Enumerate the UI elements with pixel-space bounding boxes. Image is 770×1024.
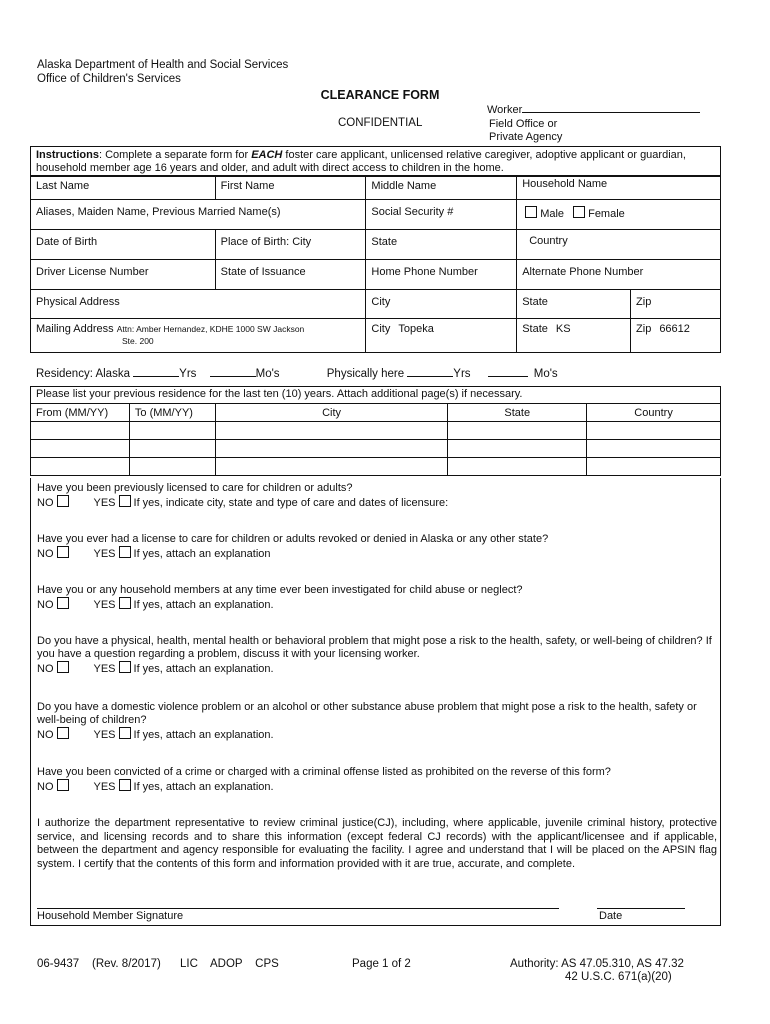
residency-mos-label: Mo's — [255, 368, 280, 380]
ssn-label: Social Security # — [371, 206, 454, 218]
mailing-address-suite: Ste. 200 — [122, 336, 154, 346]
yes-checkbox[interactable] — [119, 597, 131, 609]
question-2 — [37, 533, 721, 561]
dob-field[interactable] — [31, 230, 216, 260]
cell[interactable] — [215, 458, 448, 476]
authority-line-1: Authority: AS 47.05.310, AS 47.32 — [510, 958, 684, 970]
cell[interactable] — [129, 458, 215, 476]
cell[interactable] — [448, 458, 587, 476]
dl-number-label: Driver License Number — [36, 266, 149, 278]
no-label: NO — [37, 729, 54, 741]
form-title: CLEARANCE FORM — [320, 88, 440, 102]
gender-field — [517, 200, 721, 230]
last-name-field[interactable] — [31, 177, 216, 200]
physical-state-label: State — [522, 296, 548, 308]
no-label: NO — [37, 548, 54, 560]
mailing-state-field[interactable] — [517, 319, 631, 353]
instructions-text-1: : Complete a separate form for — [98, 149, 252, 161]
yes-label: YES — [93, 663, 116, 675]
physically-here-months-field[interactable] — [488, 367, 528, 377]
mailing-city-field[interactable] — [366, 319, 517, 353]
col-city: City — [215, 404, 448, 422]
female-label: Female — [588, 208, 625, 220]
physically-here-years-field[interactable] — [407, 367, 453, 377]
aliases-label: Aliases, Maiden Name, Previous Married Name(s) — [36, 206, 281, 218]
question-text: Have you ever had a license to care for children or adults revoked or denied in Alaska or any other state? — [37, 533, 549, 545]
alt-phone-label: Alternate Phone Number — [522, 266, 644, 278]
followup-text: If yes, attach an explanation — [133, 548, 271, 560]
yes-checkbox[interactable] — [119, 495, 131, 507]
physical-city-label: City — [371, 296, 391, 308]
residency-line — [36, 367, 558, 380]
worker-block — [487, 102, 700, 145]
yes-checkbox[interactable] — [119, 727, 131, 739]
questions-section — [30, 478, 721, 926]
residency-label: Residency: Alaska — [36, 368, 130, 380]
question-text: Do you have a domestic violence problem or an alcohol or other substance abuse problem that might pose a risk to the health, safety or well-being of children? — [37, 701, 697, 726]
col-to: To (MM/YY) — [129, 404, 215, 422]
pob-label: Place of Birth: City — [220, 236, 312, 248]
yes-checkbox[interactable] — [119, 661, 131, 673]
office-name: Office of Children's Services — [37, 73, 181, 85]
mailing-city-value: Topeka — [398, 323, 434, 335]
cell[interactable] — [587, 458, 721, 476]
physical-address-field[interactable] — [31, 290, 366, 319]
no-checkbox[interactable] — [57, 779, 69, 791]
male-label: Male — [540, 208, 565, 220]
physically-here-label: Physically here — [326, 368, 405, 380]
question-6 — [37, 766, 721, 794]
cell[interactable] — [129, 422, 215, 440]
table-row — [31, 440, 721, 458]
mailing-address-label: Mailing Address — [36, 323, 114, 335]
yes-checkbox[interactable] — [119, 546, 131, 558]
residency-months-field[interactable] — [210, 367, 256, 377]
no-label: NO — [37, 497, 54, 509]
cell[interactable] — [31, 440, 130, 458]
residency-yrs-label: Yrs — [179, 368, 197, 380]
cell[interactable] — [31, 422, 130, 440]
dl-state-field[interactable] — [215, 260, 366, 290]
cell[interactable] — [215, 440, 448, 458]
no-label: NO — [37, 599, 54, 611]
no-label: NO — [37, 663, 54, 675]
table-row — [31, 458, 721, 476]
worker-label: Worker — [487, 104, 523, 116]
followup-text: If yes, attach an explanation. — [133, 781, 274, 793]
question-text: Do you have a physical, health, mental health or behavioral problem that might pose a risk to the health, safety, or well-being of children? If you have a question regarding a problem, discuss it with your licensing worker. — [37, 635, 712, 660]
mailing-address-field[interactable] — [31, 319, 366, 353]
instructions-text-2: foster care applicant, unlicensed relative caregiver, adoptive applicant or guardian, household member age 16 years and older, and adult with direct access to children in the home. — [36, 149, 686, 174]
physically-mos-label: Mo's — [533, 368, 558, 380]
dob-label: Date of Birth — [36, 236, 98, 248]
question-4 — [37, 635, 721, 676]
yes-label: YES — [93, 729, 116, 741]
instructions-emphasis: EACH — [251, 149, 283, 161]
form-id: 06-9437 (Rev. 8/2017) LIC ADOP CPS — [37, 958, 279, 970]
ssn-field[interactable] — [366, 200, 517, 230]
pob-state-label: State — [371, 236, 398, 248]
first-name-field[interactable] — [215, 177, 366, 200]
agency-header — [37, 58, 288, 86]
cell[interactable] — [448, 422, 587, 440]
confidential-label: CONFIDENTIAL — [338, 117, 423, 129]
instructions — [30, 146, 721, 176]
home-phone-field[interactable] — [366, 260, 517, 290]
yes-label: YES — [93, 781, 116, 793]
question-text: Have you or any household members at any time ever been investigated for child abuse or neglect? — [37, 584, 523, 596]
cell[interactable] — [587, 440, 721, 458]
cell[interactable] — [31, 458, 130, 476]
followup-text: If yes, indicate city, state and type of care and dates of licensure: — [133, 497, 449, 509]
authorization-text: I authorize the department representative to review criminal justice(CJ), including, where applicable, juvenile criminal history, protective service, and licensing records and to share this information (except federal CJ records) with the applicant/licensee and if applicable, between the department and agency responsible for evaluating the facility. I agree and understand that I will be placed on the APSIN flag system. I certify that the contents of this form and information provided with it are true, accurate, and complete. — [37, 817, 717, 870]
physical-city-field[interactable] — [366, 290, 517, 319]
followup-text: If yes, attach an explanation. — [133, 729, 274, 741]
question-text: Have you been convicted of a crime or charged with a criminal offense listed as prohibited on the reverse of this form? — [37, 766, 611, 778]
country-label: Country — [529, 235, 568, 247]
signature-label: Household Member Signature — [37, 910, 184, 922]
question-5 — [37, 701, 721, 742]
col-country: Country — [587, 404, 721, 422]
cell[interactable] — [215, 422, 448, 440]
no-checkbox[interactable] — [57, 495, 69, 507]
page-number: Page 1 of 2 — [352, 958, 411, 970]
first-name-label: First Name — [220, 180, 275, 192]
mailing-zip-label: Zip — [636, 323, 652, 335]
worker-field[interactable] — [522, 102, 700, 113]
mailing-state-label: State — [522, 323, 548, 335]
authority-line-2: 42 U.S.C. 671(a)(20) — [565, 971, 672, 983]
no-checkbox[interactable] — [57, 661, 69, 673]
middle-name-label: Middle Name — [371, 180, 437, 192]
mailing-state-value: KS — [555, 323, 571, 335]
department-name: Alaska Department of Health and Social Services — [37, 59, 289, 71]
household-name-field[interactable] — [517, 177, 721, 200]
no-checkbox[interactable] — [57, 546, 69, 558]
yes-checkbox[interactable] — [119, 779, 131, 791]
question-text: Have you been previously licensed to care for children or adults? — [37, 482, 353, 494]
dl-state-label: State of Issuance — [220, 266, 306, 278]
physical-state-field[interactable] — [517, 290, 631, 319]
physically-yrs-label: Yrs — [453, 368, 471, 380]
pob-city-field[interactable] — [215, 230, 366, 260]
mailing-city-label: City — [371, 323, 391, 335]
dl-number-field[interactable] — [31, 260, 216, 290]
male-checkbox[interactable] — [525, 206, 537, 218]
residency-years-field[interactable] — [133, 367, 179, 377]
mailing-address-value: Attn: Amber Hernandez, KDHE 1000 SW Jackson — [116, 324, 305, 334]
pob-state-field[interactable] — [366, 230, 517, 260]
date-line[interactable] — [597, 908, 685, 909]
mailing-zip-field[interactable] — [631, 319, 721, 353]
home-phone-label: Home Phone Number — [371, 266, 478, 278]
followup-text: If yes, attach an explanation. — [133, 599, 274, 611]
physical-zip-label: Zip — [636, 296, 652, 308]
mailing-zip-value: 66612 — [659, 323, 690, 335]
yes-label: YES — [93, 599, 116, 611]
col-from: From (MM/YY) — [31, 404, 130, 422]
authority — [510, 958, 684, 984]
household-name-label: Household Name — [522, 178, 608, 190]
no-checkbox[interactable] — [57, 597, 69, 609]
pob-country-field[interactable] — [517, 230, 721, 260]
followup-text: If yes, attach an explanation. — [133, 663, 274, 675]
private-agency-label: Private Agency — [489, 131, 563, 143]
yes-label: YES — [93, 548, 116, 560]
aliases-field[interactable] — [31, 200, 366, 230]
question-3 — [37, 584, 721, 612]
col-state: State — [448, 404, 587, 422]
signature-line[interactable] — [37, 908, 559, 909]
identity-grid — [30, 176, 721, 353]
last-name-label: Last Name — [36, 180, 90, 192]
previous-residence-instruction: Please list your previous residence for the last ten (10) years. Attach additional page(s) if necessary. — [30, 386, 721, 403]
female-checkbox[interactable] — [573, 206, 585, 218]
alt-phone-field[interactable] — [517, 260, 721, 290]
middle-name-field[interactable] — [366, 177, 517, 200]
no-label: NO — [37, 781, 54, 793]
question-1 — [37, 482, 721, 510]
cell[interactable] — [448, 440, 587, 458]
instructions-lead: Instructions — [36, 149, 99, 161]
previous-residence-table — [30, 403, 721, 476]
cell[interactable] — [129, 440, 215, 458]
physical-address-label: Physical Address — [36, 296, 120, 308]
date-label: Date — [599, 910, 623, 922]
cell[interactable] — [587, 422, 721, 440]
physical-zip-field[interactable] — [631, 290, 721, 319]
field-office-label: Field Office or — [489, 117, 558, 130]
yes-label: YES — [93, 497, 116, 509]
table-row — [31, 422, 721, 440]
no-checkbox[interactable] — [57, 727, 69, 739]
